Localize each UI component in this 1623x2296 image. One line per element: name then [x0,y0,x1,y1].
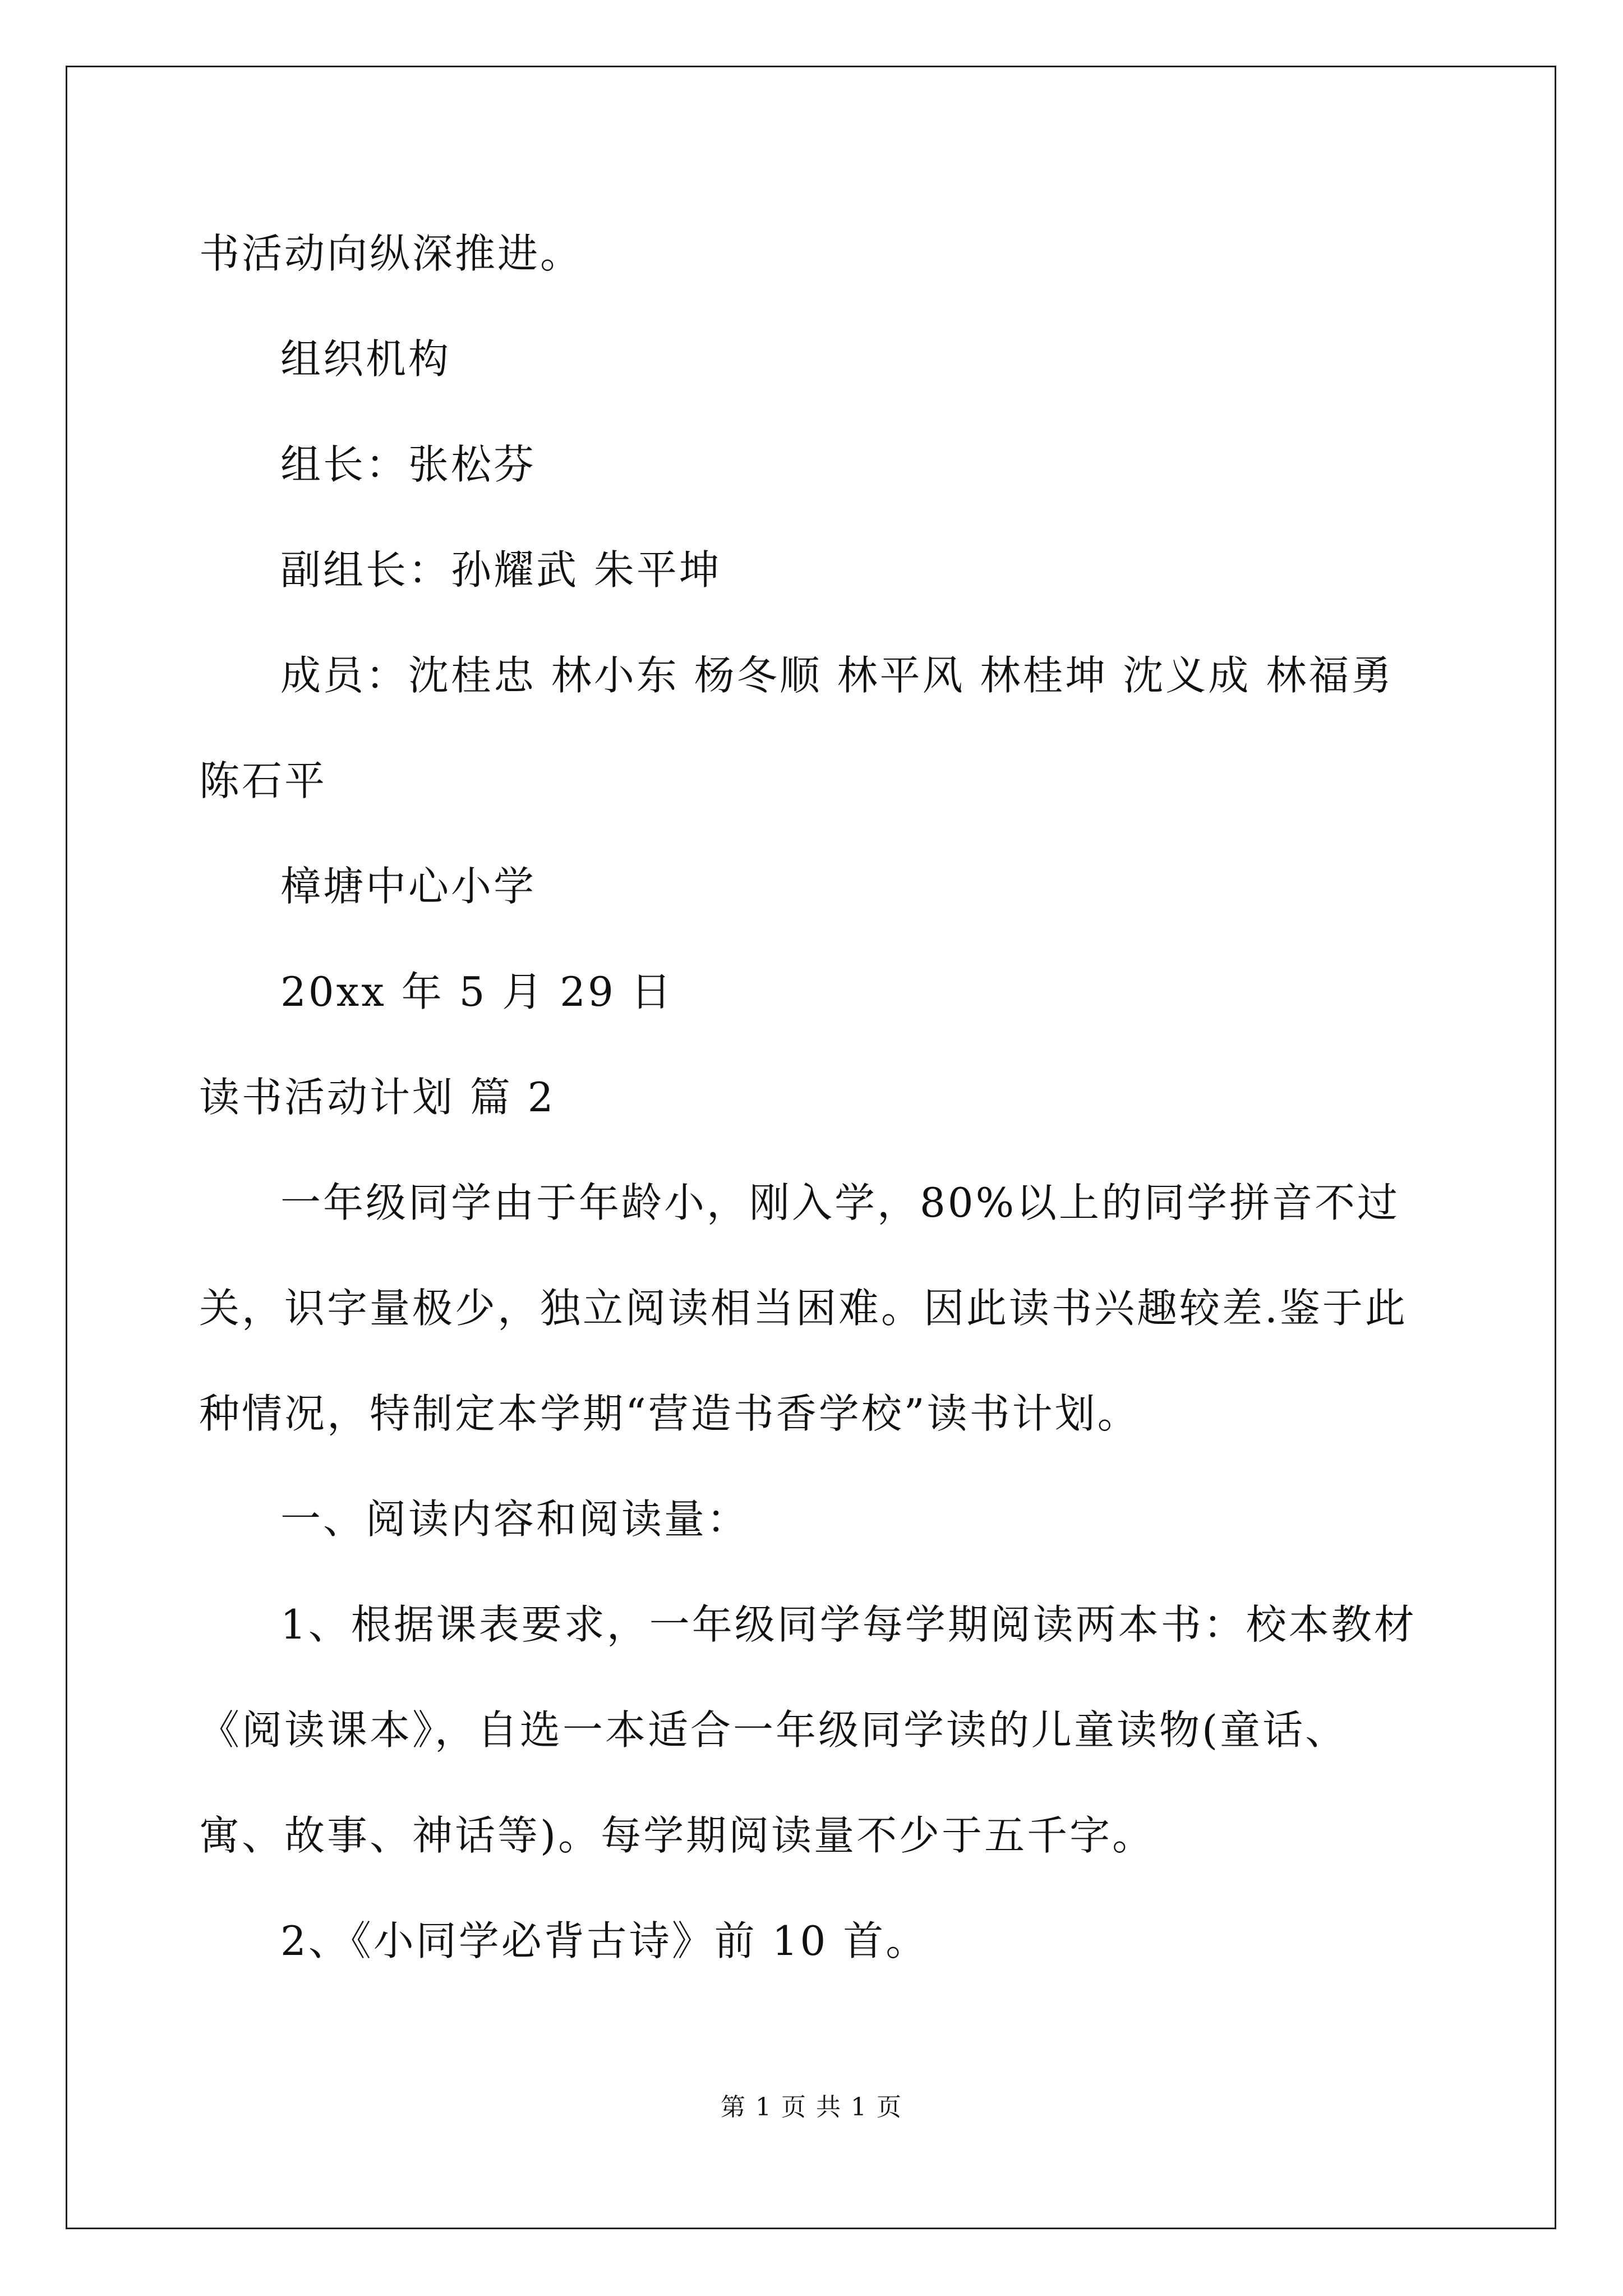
paragraph-continuation: 书活动向纵深推进。 [199,230,583,277]
deputy-leader-line: 副组长：孙耀武 朱平坤 [280,546,722,593]
document-body [199,201,1427,1994]
item-1-paragraph: 1、根据课表要求，一年级同学每学期阅读两本书：校本教材《阅读课本》，自选一本适合一年级同学读的儿童读物(童话、寓、故事、神话等)。每学期阅读量不少于五千字。 [199,1601,1417,1859]
page-footer: 第 1 页 共 1 页 [721,2093,902,2122]
school-name: 樟塘中心小学 [280,863,537,910]
group-leader-line: 组长：张松芬 [280,441,537,488]
heading-reading-content: 一、阅读内容和阅读量： [280,1496,750,1543]
section-heading-organization: 组织机构 [280,335,451,383]
members-line: 成员：沈桂忠 林小东 杨冬顺 林平风 林桂坤 沈义成 林福勇 陈石平 [199,652,1409,804]
section-title-plan-2: 读书活动计划 篇 2 [199,1074,556,1121]
date-line: 20xx 年 5 月 29 日 [280,968,674,1015]
intro-paragraph: 一年级同学由于年龄小，刚入学，80%以上的同学拼音不过关，识字量极少，独立阅读相当困难。因此读书兴趣较差.鉴于此种情况，特制定本学期“营造书香学校”读书计划。 [199,1179,1408,1437]
item-2-paragraph: 2、《小同学必背古诗》前 10 首。 [280,1917,929,1964]
